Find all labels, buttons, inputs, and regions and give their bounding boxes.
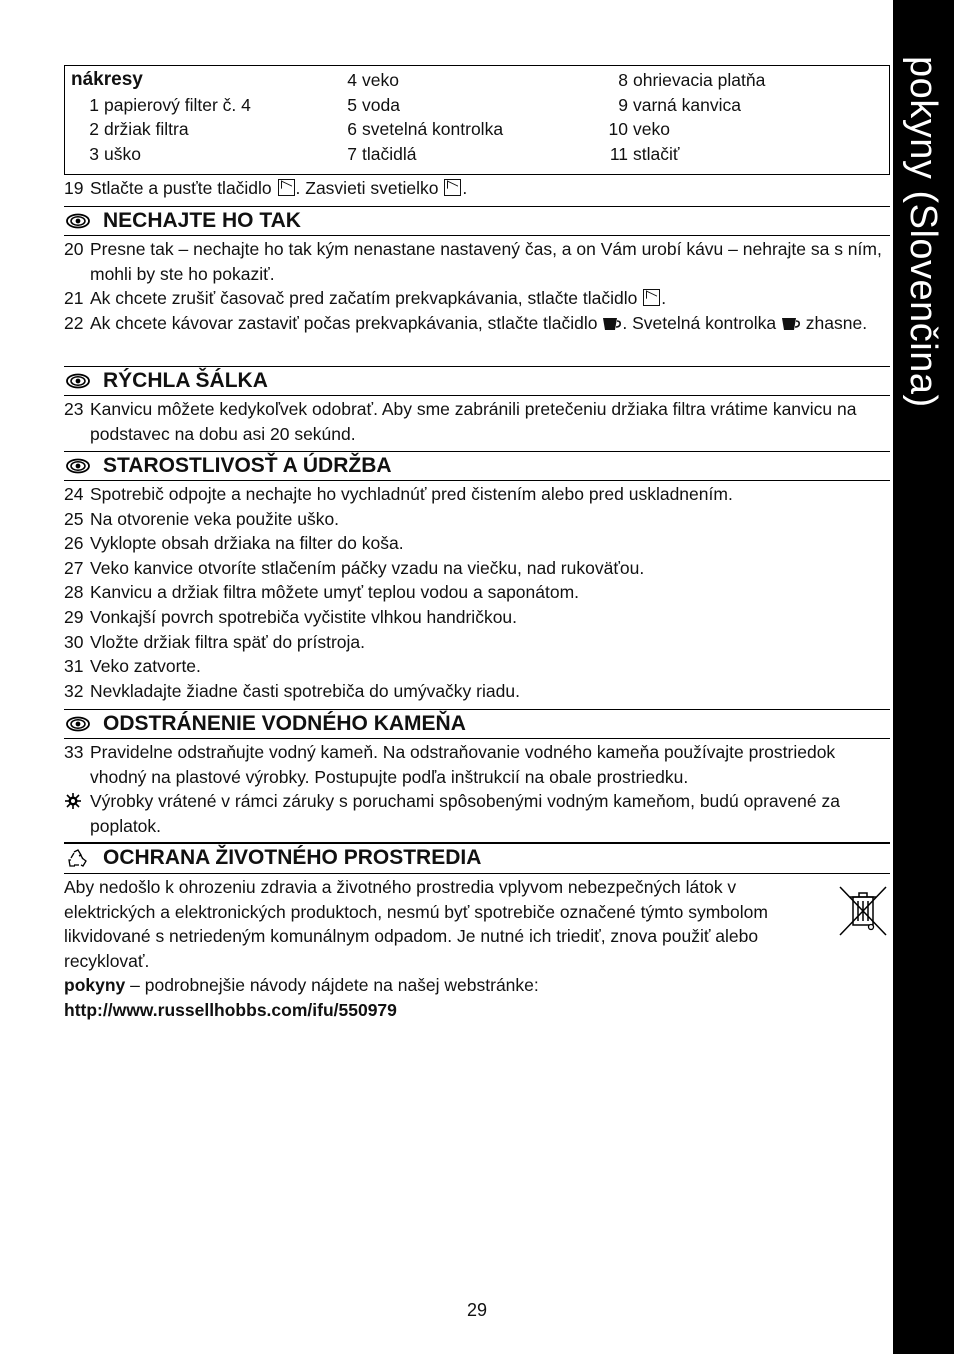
instructions-line [64,973,884,998]
section-heading-odstranenie: ODSTRÁNENIE VODNÉHO KAMEŇA [64,709,890,739]
timer-light-icon [444,179,461,196]
part-item: 7 tlačidlá [347,143,417,164]
part-item: 8 ohrievacia platňa [618,70,766,90]
recycle-icon [66,849,90,867]
part-item: 1 papierový filter č. 4 [89,94,251,115]
step-24: 24 Spotrebič odpojte a nechajte ho vychladnúť pred čistením alebo pred uskladnením. [64,484,733,504]
section-heading-starostlivost: STAROSTLIVOSŤ A ÚDRŽBA [64,451,890,481]
part-item: 6 svetelná kontrolka [347,119,504,139]
instructions-label: pokyny [64,975,126,995]
cup-icon [602,316,622,332]
parts-box [64,65,890,175]
step-27: 27 Veko kanvice otvoríte stlačením páčky vzadu na viečku, nad rukoväťou. [64,558,645,578]
timer-button-icon [643,289,660,306]
step-28: 28 Kanvicu a držiak filtra môžete umyť teplou vodou a saponátom. [64,582,580,602]
part-item: 10 veko [608,119,670,139]
step-33: 33 Pravidelne odstraňujte vodný kameň. Na odstraňovanie vodného kameňa používajte prostriedok vhodný na plastové výrobky. Postupujte podľa inštrukcií na obale prostriedku. [64,742,836,787]
eye-icon [66,213,90,229]
part-item: 5 voda [347,94,400,115]
step-31: 31 Veko zatvorte. [64,656,201,676]
section-heading-nechajte: NECHAJTE HO TAK [64,206,890,236]
step-29: 29 Vonkajší povrch spotrebiča vyčistite vlhkou handričkou. [64,607,518,627]
environment-text: Aby nedošlo k ohrozeniu zdravia a životného prostredia vplyvom nebezpečných látok v elektrických a elektronických produktoch, nesmú byť spotrebiče označené týmto symbolom likvidované s netriedeným komunálnym odpadom. Je nutné ich triediť, znova použiť alebo recyklovať. [64,877,768,971]
step-26: 26 Vyklopte obsah držiaka na filter do koša. [64,533,404,553]
step-30: 30 Vložte držiak filtra späť do prístroja. [64,632,366,652]
part-item: 11 stlačiť [609,143,680,164]
parts-col-3 [608,68,765,166]
step-23: 23 Kanvicu môžete kedykoľvek odobrať. Aby sme zabránili pretečeniu držiaka filtra vrátime kanvicu na podstavec na dobu asi 20 sekúnd. [64,399,857,444]
eye-icon [66,458,90,474]
step-25: 25 Na otvorenie veka použite uško. [64,509,340,529]
timer-button-icon [278,179,295,196]
parts-col-1 [71,68,251,166]
step-22: 22 Ak chcete kávovar zastaviť počas prekvapkávania, stlačte tlačidlo . Svetelná kontrolka zhasne. [64,313,868,333]
section-heading-rychla: RÝCHLA ŠÁLKA [64,366,890,396]
parts-title: nákresy [71,69,143,90]
side-tab-label: pokyny (Slovenčina) [902,56,944,408]
part-item: 9 varná kanvica [618,94,741,115]
crossed-bin-icon [838,885,888,937]
step-21: 21 Ak chcete zrušiť časovač pred začatím prekvapkávania, stlačte tlačidlo . [64,288,667,308]
section-heading-ochrana: OCHRANA ŽIVOTNÉHO PROSTREDIA [64,842,890,874]
part-item: 4 veko [347,70,399,90]
step-32: 32 Nevkladajte žiadne časti spotrebiča do umývačky riadu. [64,681,520,701]
warning-note: Výrobky vrátené v rámci záruky s poruchami spôsobenými vodným kameňom, budú opravené za poplatok. [64,789,890,838]
part-item: 2 držiak filtra [89,119,189,139]
parts-col-2 [345,68,503,166]
step-20: 20 Presne tak – nechajte ho tak kým nenastane nastavený čas, a on Vám urobí kávu – nehrajte sa s ním, mohli by ste ho pokaziť. [64,239,882,284]
part-item: 3 uško [89,143,141,164]
eye-icon [66,373,90,389]
side-tab [893,0,954,1354]
website-link[interactable]: http://www.russellhobbs.com/ifu/550979 [64,1000,397,1020]
step-19: 19 Stlačte a pusťte tlačidlo . Zasvieti svetielko . [64,178,468,198]
page-number: 29 [466,1300,488,1320]
cup-icon [781,316,801,332]
instructions-text: – podrobnejšie návody nájdete na našej webstránke: [125,975,539,995]
eye-icon [66,716,90,732]
warning-star-icon [64,792,82,810]
